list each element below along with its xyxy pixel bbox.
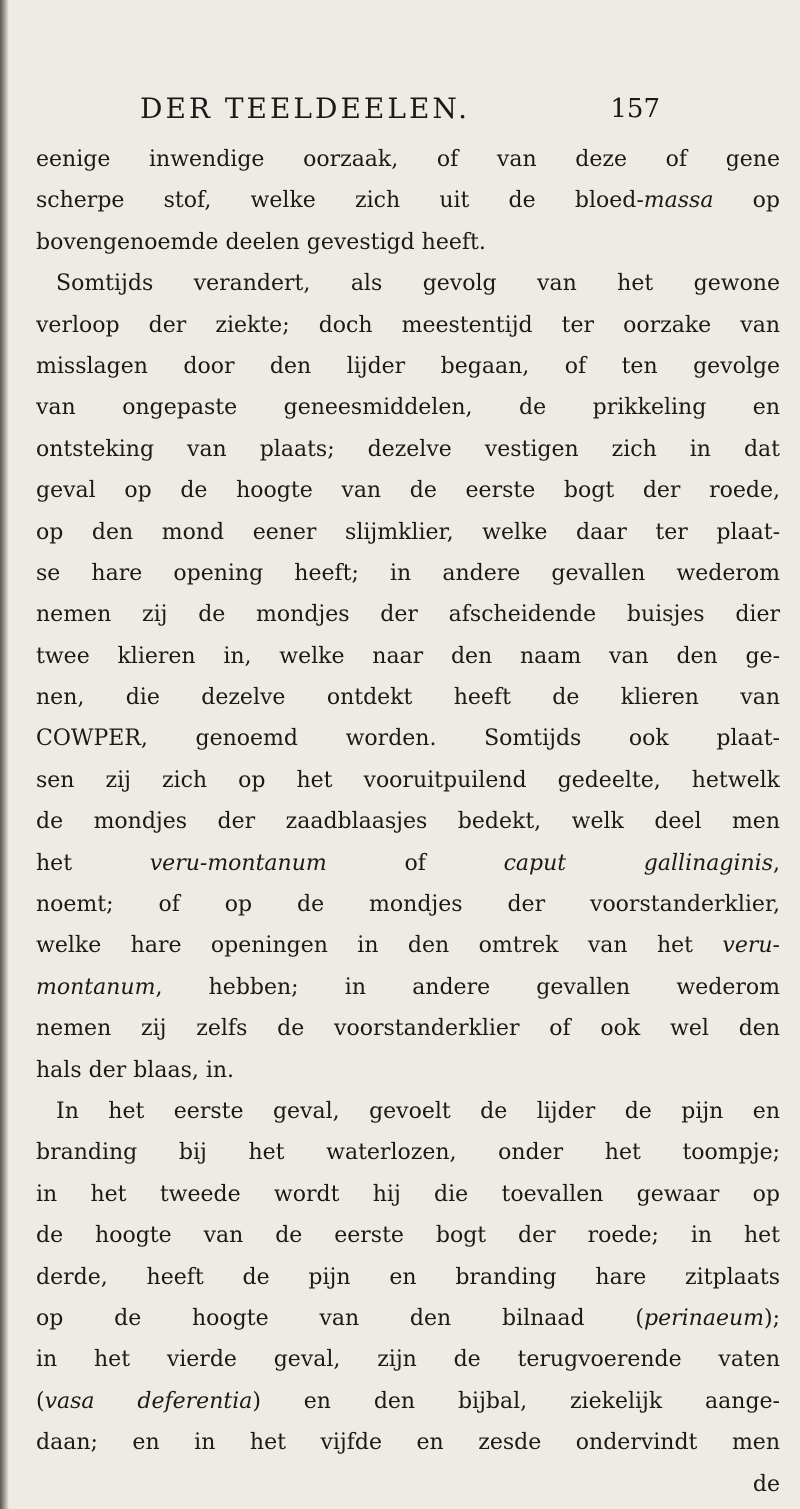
text-line <box>36 1132 780 1173</box>
text-segment: bovengenoemde deelen gevestigd heeft. <box>36 229 486 255</box>
text-segment: geval op de hoogte van de eerste bogt der roede, <box>36 478 780 504</box>
italic-text: vasa deferentia <box>44 1388 253 1414</box>
text-line <box>36 512 780 553</box>
text-line <box>36 1091 780 1132</box>
text-segment: in het vierde geval, zijn de terugvoerende vaten <box>36 1347 780 1373</box>
text-segment: nen, die dezelve ontdekt heeft de klieren van <box>36 685 780 711</box>
text-line <box>36 884 780 925</box>
text-segment: se hare opening heeft; in andere gevallen wederom <box>36 560 780 586</box>
text-line <box>36 1215 780 1256</box>
text-segment: in het tweede wordt hij die toevallen gewaar op <box>36 1181 780 1207</box>
italic-text: perinaeum <box>644 1305 764 1331</box>
text-segment: op den mond eener slijmklier, welke daar ter plaat- <box>36 519 780 545</box>
page-binding-shadow <box>0 0 9 1509</box>
text-line <box>36 1174 780 1215</box>
text-segment: ontsteking van plaats; dezelve vestigen zich in dat <box>36 436 780 462</box>
text-line <box>36 305 780 346</box>
text-line <box>36 222 780 263</box>
italic-text: montanum <box>36 974 156 1000</box>
text-segment: of <box>326 850 504 876</box>
text-line <box>36 470 780 511</box>
text-segment: In het eerste geval, gevoelt de lijder de pijn en <box>56 1098 780 1124</box>
text-segment: de mondjes der zaadblaasjes bedekt, welk deel men <box>36 809 780 835</box>
text-segment: van ongepaste geneesmiddelen, de prikkeling en <box>36 395 780 421</box>
page-header <box>140 92 700 132</box>
text-segment: branding bij het waterlozen, onder het toompje; <box>36 1140 780 1166</box>
text-line <box>36 180 780 221</box>
text-segment: verloop der ziekte; doch meestentijd ter oorzake van <box>36 312 780 338</box>
text-line <box>36 1339 780 1380</box>
text-line <box>36 677 780 718</box>
text-line <box>36 594 780 635</box>
text-segment: noemt; of op de mondjes der voorstanderklier, <box>36 892 780 918</box>
text-line <box>36 263 780 304</box>
text-segment: , hebben; in andere gevallen wederom <box>155 974 780 1000</box>
text-line <box>36 346 780 387</box>
text-segment: ) en den bijbal, ziekelijk aange- <box>252 1388 780 1414</box>
text-line <box>36 429 780 470</box>
text-segment: nemen zij zelfs de voorstanderklier of ook wel den <box>36 1016 780 1042</box>
text-segment: scherpe stof, welke zich uit de bloed- <box>36 188 644 214</box>
text-line <box>36 1257 780 1298</box>
text-segment: Somtijds verandert, als gevolg van het gewone <box>56 271 780 297</box>
catchword: de <box>752 1471 780 1497</box>
italic-text: veru-montanum <box>149 850 327 876</box>
text-line <box>36 801 780 842</box>
text-line <box>36 925 780 966</box>
text-line <box>36 843 780 884</box>
italic-text: caput gallinaginis <box>503 850 774 876</box>
text-segment: hals der blaas, in. <box>36 1057 235 1083</box>
text-segment: het <box>36 850 150 876</box>
text-line <box>36 139 780 180</box>
page-number: 157 <box>610 94 660 124</box>
text-segment: daan; en in het vijfde en zesde ondervindt men <box>36 1430 780 1456</box>
text-line <box>36 760 780 801</box>
text-line <box>36 553 780 594</box>
text-segment: nemen zij de mondjes der afscheidende buisjes dier <box>36 602 780 628</box>
text-line <box>36 1008 780 1049</box>
text-segment: COWPER, genoemd worden. Somtijds ook plaat- <box>36 726 780 752</box>
italic-text: massa <box>643 188 714 214</box>
body-text <box>36 139 780 1505</box>
text-segment: ( <box>36 1388 45 1414</box>
text-line <box>36 1298 780 1339</box>
text-line <box>36 1050 780 1091</box>
text-segment: ); <box>764 1305 780 1331</box>
text-segment: eenige inwendige oorzaak, of van deze of gene <box>36 147 780 172</box>
text-line <box>36 1422 780 1463</box>
italic-text: veru- <box>722 933 780 959</box>
text-segment: de hoogte van de eerste bogt der roede; in het <box>36 1223 780 1249</box>
text-line <box>36 1381 780 1422</box>
text-segment: misslagen door den lijder begaan, of ten gevolge <box>36 353 780 379</box>
text-segment: op <box>713 188 780 214</box>
text-line <box>36 718 780 759</box>
text-segment: sen zij zich op het vooruitpuilend gedeelte, hetwelk <box>36 767 780 793</box>
text-segment: derde, heeft de pijn en branding hare zitplaats <box>36 1264 780 1290</box>
text-segment: op de hoogte van den bilnaad ( <box>36 1305 644 1331</box>
text-line <box>36 967 780 1008</box>
text-segment: , <box>773 850 780 876</box>
text-line <box>36 636 780 677</box>
text-line <box>36 387 780 428</box>
text-segment: twee klieren in, welke naar den naam van den ge- <box>36 643 780 669</box>
running-title: DER TEELDEELEN. <box>140 92 470 125</box>
text-segment: welke hare openingen in den omtrek van het <box>36 933 723 959</box>
